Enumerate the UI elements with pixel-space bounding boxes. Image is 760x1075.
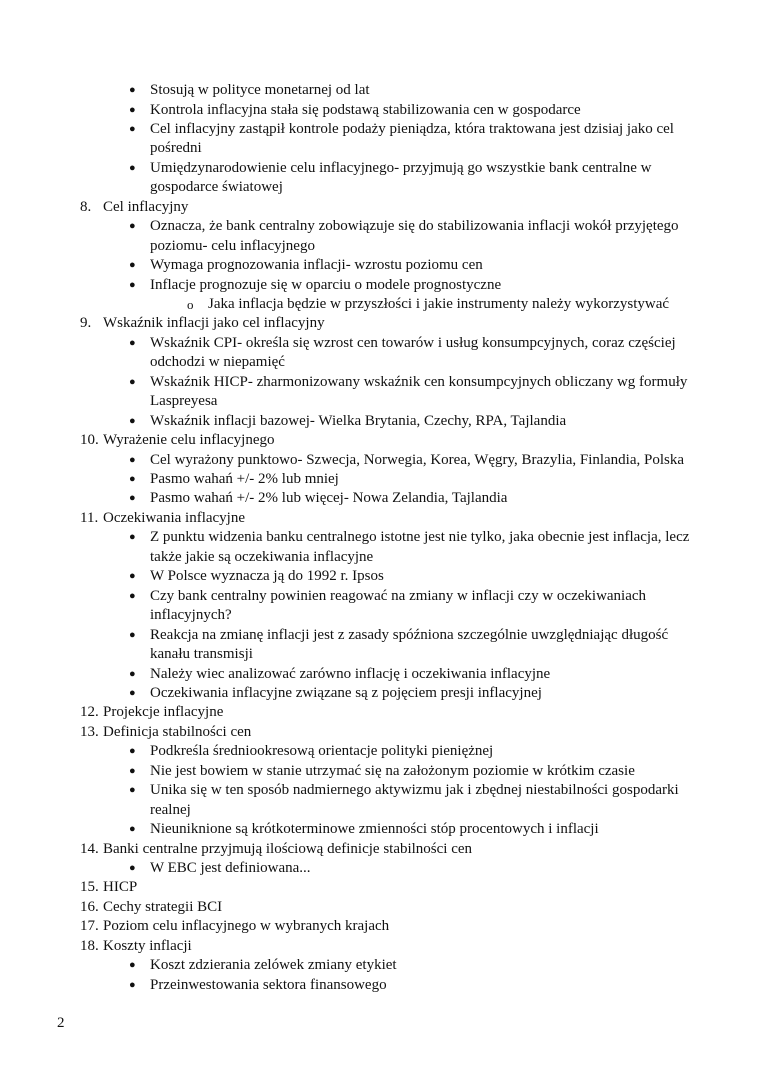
line-text: Wskaźnik inflacji bazowej- Wielka Brytania, Czechy, RPA, Tajlandia: [150, 412, 567, 429]
bullet-icon: ●: [129, 492, 136, 505]
list-number: 15.: [80, 879, 99, 896]
numbered-heading: [80, 509, 245, 528]
line-text: Poziom celu inflacyjnego w wybranych krajach: [103, 918, 390, 935]
bullet-icon: ●: [129, 414, 136, 427]
line-text: Projekcje inflacyjne: [103, 704, 224, 721]
bullet-item: [129, 217, 679, 236]
numbered-heading: [80, 198, 188, 217]
line-text: gospodarce światowej: [150, 179, 283, 196]
line-text: Nieuniknione są krótkoterminowe zmienności stóp procentowych i inflacji: [150, 821, 599, 838]
bullet-icon: ●: [129, 823, 136, 836]
bullet-item: [129, 976, 387, 995]
line-text: Wyrażenie celu inflacyjnego: [103, 432, 275, 449]
list-number: 14.: [80, 840, 99, 857]
line-text: Reakcja na zmianę inflacji jest z zasady spóźniona szczególnie uwzględniając długość: [150, 626, 669, 643]
bullet-item: [129, 528, 690, 547]
bullet-continuation: [150, 353, 285, 372]
bullet-icon: ●: [129, 220, 136, 233]
bullet-item: [129, 373, 688, 392]
line-text: Czy bank centralny powinien reagować na zmiany w inflacji czy w oczekiwaniach: [150, 587, 647, 604]
bullet-item: [129, 762, 635, 781]
list-number: 16.: [80, 898, 99, 915]
line-text: Banki centralne przyjmują ilościową definicje stabilności cen: [103, 840, 473, 857]
bullet-icon: ●: [129, 122, 136, 135]
line-text: Oczekiwania inflacyjne związane są z pojęciem presji inflacyjnej: [150, 684, 542, 701]
bullet-item: [129, 587, 647, 606]
line-text: Oznacza, że bank centralny zobowiązuje się do stabilizowania inflacji wokół przyjętego: [150, 218, 679, 235]
list-number: 18.: [80, 937, 99, 954]
bullet-item: [129, 626, 669, 645]
bullet-continuation: [150, 178, 283, 197]
line-text: Wymaga prognozowania inflacji- wzrostu poziomu cen: [150, 257, 483, 273]
line-text: Należy wiec analizować zarówno inflację i oczekiwania inflacyjne: [150, 665, 551, 682]
line-text: kanału transmisji: [150, 646, 253, 662]
numbered-heading: [80, 840, 472, 859]
bullet-item: [129, 956, 397, 975]
bullet-icon: ●: [129, 375, 136, 388]
numbered-heading: [80, 917, 389, 936]
line-text: Umiędzynarodowienie celu inflacyjnego- przyjmują go wszystkie bank centralne w: [150, 159, 652, 176]
bullet-continuation: [150, 606, 232, 625]
bullet-icon: ●: [129, 259, 136, 271]
numbered-heading: [80, 937, 192, 956]
bullet-continuation: [150, 801, 191, 820]
line-text: Koszt zdzierania zelówek zmiany etykiet: [150, 957, 397, 974]
line-text: poziomu- celu inflacyjnego: [150, 237, 315, 254]
bullet-icon: ●: [129, 453, 136, 466]
bullet-item: [129, 451, 685, 470]
list-number: 8.: [80, 198, 92, 215]
numbered-heading: [80, 878, 137, 897]
sub-bullet-item: [187, 295, 670, 314]
line-text: W EBC jest definiowana...: [150, 860, 311, 876]
bullet-item: [129, 684, 542, 703]
bullet-item: [129, 81, 370, 100]
list-number: 12.: [80, 704, 99, 721]
bullet-item: [129, 101, 581, 120]
bullet-item: [129, 159, 652, 178]
numbered-heading: [80, 431, 275, 450]
line-text: Cechy strategii BCI: [103, 898, 223, 915]
line-text: pośredni: [150, 140, 202, 157]
line-text: Nie jest bowiem w stanie utrzymać się na założonym poziomie w krótkim czasie: [150, 762, 635, 779]
line-text: Przeinwestowania sektora finansowego: [150, 976, 387, 993]
list-number: 11.: [80, 509, 99, 526]
bullet-icon: ●: [129, 570, 136, 583]
bullet-item: [129, 859, 311, 878]
bullet-item: [129, 334, 676, 353]
list-number: 9.: [80, 315, 92, 332]
bullet-icon: ●: [129, 473, 136, 485]
line-text: Cel wyrażony punktowo- Szwecja, Norwegia, Korea, Węgry, Brazylia, Finlandia, Polska: [150, 451, 685, 468]
line-text: Laspreyesa: [150, 393, 218, 410]
line-text: Wskaźnik HICP- zharmonizowany wskaźnik cen konsumpcyjnych obliczany wg formuły: [150, 373, 688, 390]
bullet-icon: ●: [129, 667, 136, 680]
list-number: 13.: [80, 723, 99, 740]
line-text: także jakie są oczekiwania inflacyjne: [150, 548, 374, 565]
bullet-item: [129, 256, 483, 275]
sub-bullet-icon: o: [187, 296, 194, 312]
line-text: Kontrola inflacyjna stała się podstawą stabilizowania cen w gospodarce: [150, 101, 581, 118]
line-text: Pasmo wahań +/- 2% lub więcej- Nowa Zelandia, Tajlandia: [150, 490, 508, 507]
bullet-icon: ●: [129, 531, 136, 544]
line-text: Stosują w polityce monetarnej od lat: [150, 82, 370, 98]
bullet-icon: ●: [129, 978, 136, 991]
bullet-item: [129, 742, 494, 761]
line-text: Cel inflacyjny zastąpił kontrole podaży pieniądza, która traktowana jest dzisiaj jako cel: [150, 120, 674, 137]
bullet-item: [129, 489, 508, 508]
bullet-icon: ●: [129, 103, 136, 116]
bullet-continuation: [150, 139, 202, 158]
bullet-item: [129, 665, 551, 684]
bullet-continuation: [150, 645, 253, 664]
line-text: inflacyjnych?: [150, 607, 232, 624]
numbered-heading: [80, 703, 223, 722]
bullet-item: [129, 567, 384, 586]
list-number: 17.: [80, 918, 99, 935]
list-number: 10.: [80, 432, 99, 449]
bullet-item: [129, 412, 567, 431]
line-text: Z punktu widzenia banku centralnego istotne jest nie tylko, jaka obecnie jest inflacja, lecz: [150, 529, 690, 546]
numbered-heading: [80, 898, 222, 917]
bullet-icon: ●: [129, 862, 136, 874]
bullet-item: [129, 820, 599, 839]
bullet-item: [129, 781, 679, 800]
line-text: Jaka inflacja będzie w przyszłości i jakie instrumenty należy wykorzystywać: [208, 295, 670, 312]
bullet-item: [129, 120, 674, 139]
bullet-icon: ●: [129, 161, 136, 174]
line-text: Unika się w ten sposób nadmiernego aktywizmu jak i zbędnej niestabilności gospodarki: [150, 782, 679, 799]
line-text: odchodzi w niepamięć: [150, 354, 285, 371]
bullet-continuation: [150, 237, 315, 256]
bullet-icon: ●: [129, 278, 136, 291]
bullet-item: [129, 470, 339, 489]
bullet-icon: ●: [129, 745, 136, 758]
bullet-icon: ●: [129, 764, 136, 777]
line-text: Cel inflacyjny: [103, 198, 189, 215]
bullet-icon: ●: [129, 336, 136, 349]
line-text: realnej: [150, 801, 191, 818]
line-text: Podkreśla średniookresową orientacje polityki pieniężnej: [150, 743, 494, 760]
bullet-icon: ●: [129, 784, 136, 797]
line-text: HICP: [103, 879, 138, 896]
line-text: Wskaźnik CPI- określa się wzrost cen towarów i usług konsumpcyjnych, coraz częściej: [150, 334, 676, 351]
page-number: 2: [57, 1015, 65, 1031]
line-text: Definicja stabilności cen: [103, 723, 252, 740]
line-text: W Polsce wyznacza ją do 1992 r. Ipsos: [150, 568, 384, 585]
bullet-icon: ●: [129, 686, 136, 699]
line-text: Oczekiwania inflacyjne: [103, 509, 246, 526]
bullet-icon: ●: [129, 628, 136, 641]
line-text: Inflacje prognozuje się w oparciu o modele prognostyczne: [150, 276, 502, 293]
numbered-heading: [80, 314, 325, 333]
line-text: Koszty inflacji: [103, 937, 192, 954]
bullet-item: [129, 276, 502, 295]
bullet-continuation: [150, 392, 217, 411]
line-text: Pasmo wahań +/- 2% lub mniej: [150, 471, 339, 487]
line-text: Wskaźnik inflacji jako cel inflacyjny: [103, 315, 325, 332]
bullet-icon: ●: [129, 84, 136, 96]
bullet-icon: ●: [129, 589, 136, 602]
numbered-heading: [80, 723, 251, 742]
bullet-icon: ●: [129, 959, 136, 972]
bullet-continuation: [150, 548, 373, 567]
